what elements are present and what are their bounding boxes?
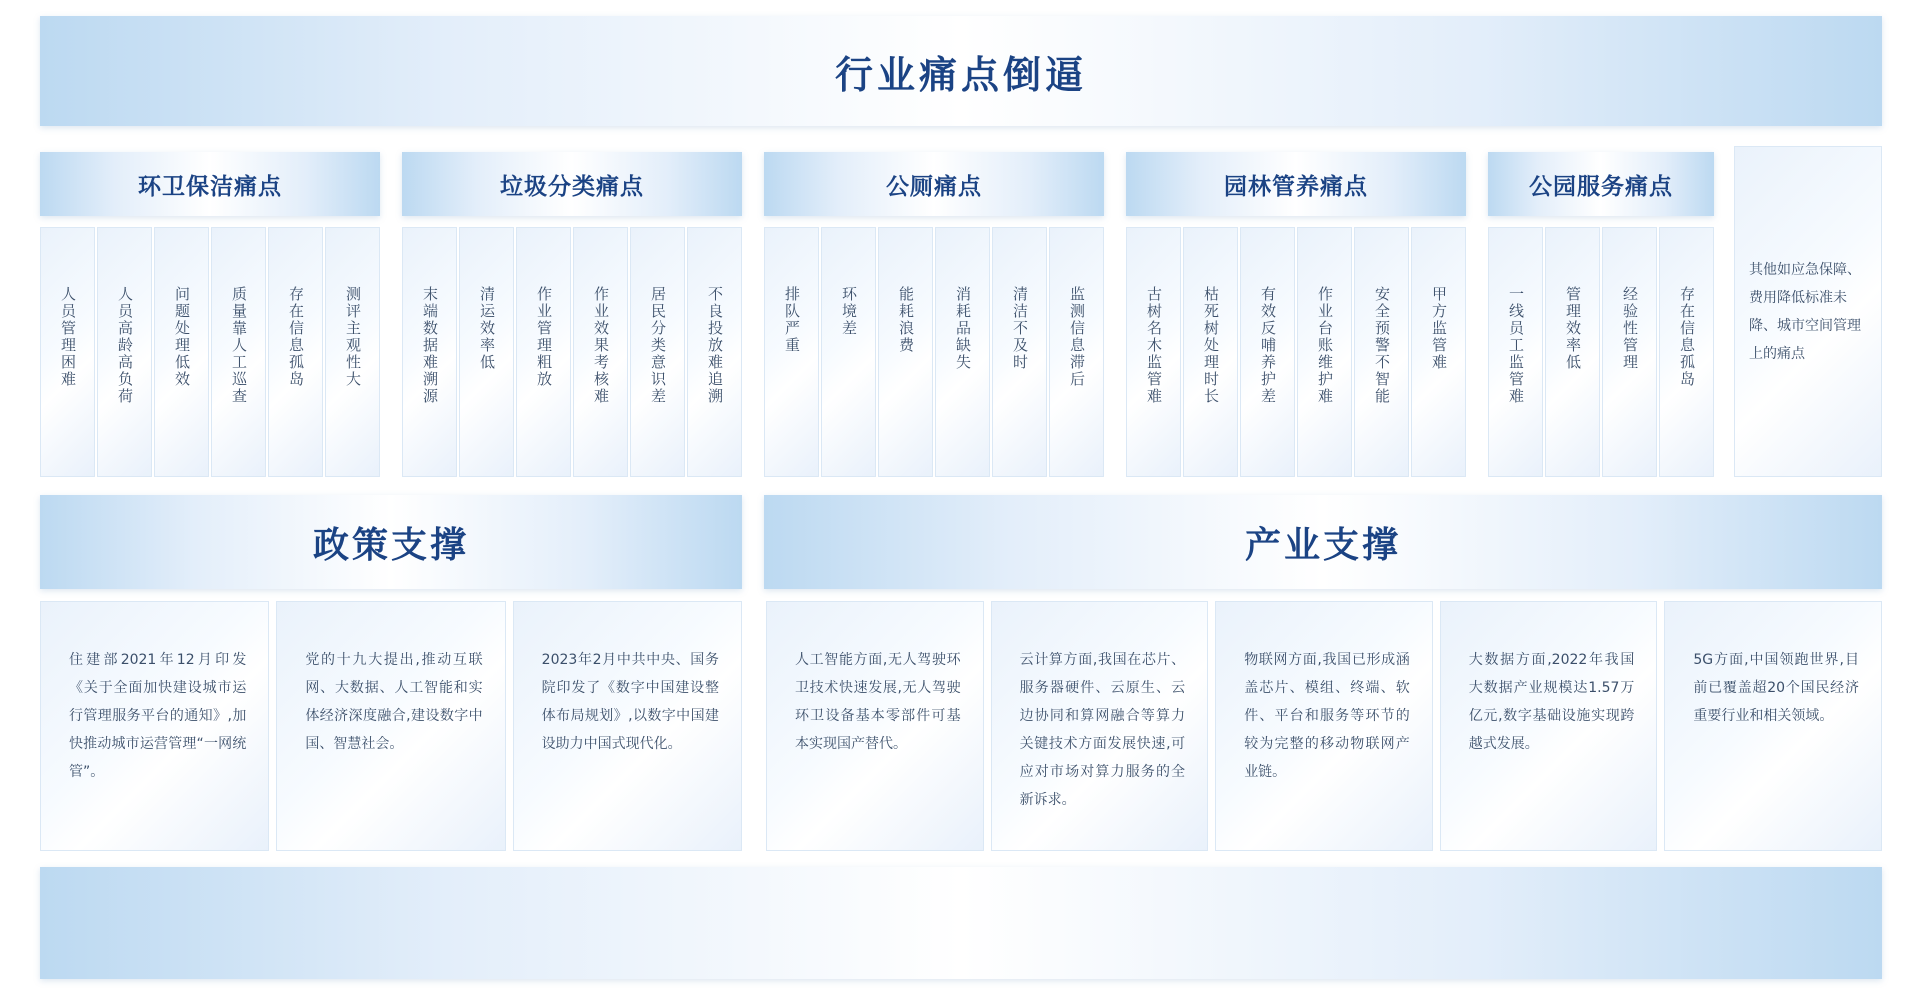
pain-item [1488,227,1543,477]
pain-group-title: 环卫保洁痛点 [138,173,282,200]
pain-item-text: 作业台账维护难 [1316,286,1334,405]
pain-group-title: 垃圾分类痛点 [500,173,644,200]
pain-item [687,227,742,477]
pain-item [325,227,380,477]
pain-group-header [1488,152,1714,216]
industry-card-text: 5G方面,中国领跑世界,目前已覆盖超20个国民经济重要行业和相关领域。 [1693,652,1859,724]
pain-group-public-toilet [764,152,1104,477]
pain-item [211,227,266,477]
pain-item-text: 清运效率低 [478,286,496,371]
pain-group-park-service [1488,152,1714,477]
policy-card [40,601,269,851]
policy-card-text: 2023年2月中共中央、国务院印发了《数字中国建设整体布局规划》,以数字中国建设助力中国式现代化。 [541,652,719,752]
pain-item [516,227,571,477]
footer-band [40,867,1882,979]
main-title-banner [40,16,1882,126]
industry-card-text: 大数据方面,2022年我国大数据产业规模达1.57万亿元,数字基础设施实现跨越式发展。 [1468,652,1635,752]
industry-card-text: 物联网方面,我国已形成涵盖芯片、模组、终端、软件、平台和服务等环节的较为完整的移动物联网产业链。 [1244,652,1410,780]
pain-item [459,227,514,477]
pain-item [1183,227,1238,477]
pain-item [154,227,209,477]
pain-item-text: 消耗品缺失 [954,286,972,371]
pain-group-landscaping [1126,152,1466,477]
pain-item-text: 测评主观性大 [344,286,362,388]
other-pain-box [1734,146,1882,477]
industry-card [991,601,1209,851]
pain-item-text: 问题处理低效 [173,286,191,388]
industry-card [1215,601,1433,851]
pain-item-text: 能耗浪费 [897,286,915,354]
pain-item-text: 末端数据难溯源 [421,286,439,405]
pain-item [1297,227,1352,477]
pain-group-title: 园林管养痛点 [1224,173,1368,200]
pain-item-text: 作业管理粗放 [535,286,553,388]
pain-item-text: 管理效率低 [1564,286,1582,371]
pain-item [935,227,990,477]
pain-item [630,227,685,477]
pain-item [1049,227,1104,477]
pain-item [573,227,628,477]
pain-item-text: 清洁不及时 [1011,286,1029,371]
pain-item-text: 监测信息滞后 [1068,286,1086,388]
pain-item-text: 居民分类意识差 [649,286,667,405]
pain-item-text: 人员管理困难 [59,286,77,388]
pain-item [992,227,1047,477]
pain-item [878,227,933,477]
pain-item-text: 作业效果考核难 [592,286,610,405]
policy-card [513,601,742,851]
pain-item-text: 人员高龄高负荷 [116,286,134,405]
industry-cards [766,601,1882,851]
pain-item [97,227,152,477]
industry-header [764,495,1882,589]
policy-card-text: 住建部2021年12月印发《关于全面加快建设城市运行管理服务平台的通知》,加快推动城市运营管理“一网统管”。 [69,652,247,780]
industry-title: 产业支撑 [1244,524,1401,566]
policy-card [276,601,505,851]
pain-group-header [402,152,742,216]
pain-item-text: 质量靠人工巡查 [230,286,248,405]
pain-item-text: 古树名木监管难 [1145,286,1163,405]
pain-item-text: 经验性管理 [1621,286,1639,371]
pain-item-text: 枯死树处理时长 [1202,286,1220,405]
pain-item [764,227,819,477]
policy-card-text: 党的十九大提出,推动互联网、大数据、人工智能和实体经济深度融合,建设数字中国、智慧社会。 [305,652,483,752]
pain-item [402,227,457,477]
policy-title: 政策支撑 [312,524,469,566]
pain-group-title: 公园服务痛点 [1529,173,1673,200]
pain-group-header [40,152,380,216]
industry-card-text: 人工智能方面,无人驾驶环卫技术快速发展,无人驾驶环卫设备基本零部件可基本实现国产替代。 [795,652,961,752]
pain-item [268,227,323,477]
pain-item-text: 不良投放难追溯 [706,286,724,405]
pain-item-text: 甲方监管难 [1430,286,1448,371]
pain-item-text: 有效反哺养护差 [1259,286,1277,405]
pain-group-garbage-sorting [402,152,742,477]
pain-group-title: 公厕痛点 [886,173,982,200]
other-pain-text: 其他如应急保障、费用降低标准未降、城市空间管理上的痛点 [1749,261,1861,362]
pain-item [1411,227,1466,477]
pain-item-text: 安全预警不智能 [1373,286,1391,405]
industry-card [1664,601,1882,851]
pain-item [1240,227,1295,477]
pain-group-header [1126,152,1466,216]
pain-item [1545,227,1600,477]
pain-item-text: 排队严重 [783,286,801,354]
pain-item-text: 环境差 [840,286,858,337]
policy-header [40,495,742,589]
main-title: 行业痛点倒逼 [834,52,1087,97]
pain-item-text: 存在信息孤岛 [1678,286,1696,388]
industry-card [766,601,984,851]
pain-item-text: 一线员工监管难 [1507,286,1525,405]
policy-cards [40,601,742,851]
pain-item [40,227,95,477]
pain-item [1354,227,1409,477]
industry-card-text: 云计算方面,我国在芯片、服务器硬件、云原生、云边协同和算网融合等算力关键技术方面发展快速,可应对市场对算力服务的全新诉求。 [1019,652,1186,808]
industry-card [1440,601,1658,851]
pain-item [1126,227,1181,477]
pain-group-sanitation [40,152,380,477]
pain-item [821,227,876,477]
pain-item [1659,227,1714,477]
pain-item-text: 存在信息孤岛 [287,286,305,388]
pain-group-header [764,152,1104,216]
pain-item [1602,227,1657,477]
